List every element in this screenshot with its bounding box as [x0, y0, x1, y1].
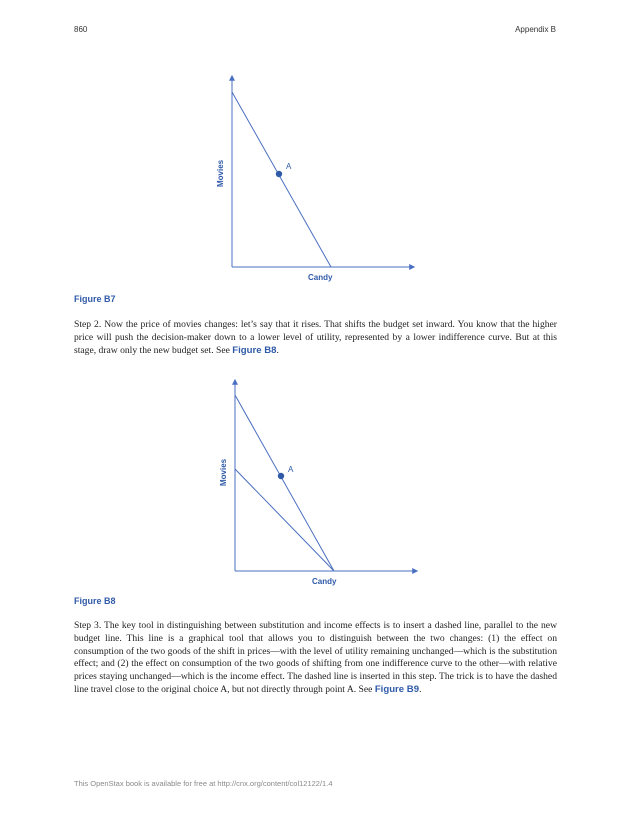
figure-b8-link[interactable]: Figure B8 — [232, 344, 277, 356]
b8-x-axis-label: Candy — [312, 577, 337, 586]
figure-b7-caption: Figure B7 — [74, 294, 116, 304]
b7-point-a-label: A — [286, 162, 292, 171]
b8-original-budget-line — [235, 395, 334, 571]
page-footer: This OpenStax book is available for free at http://cnx.org/content/col12122/1.4 — [74, 779, 333, 788]
b8-y-axis-label: Movies — [219, 458, 228, 486]
running-header: Appendix B — [515, 25, 556, 34]
page-number: 860 — [74, 25, 88, 34]
step-2-text: Step 2. Now the price of movies changes: let’s say that it rises. That shifts the budget set inward. You know that the higher price will push the decision-maker down to a lower level of utility, represented by a lower indifference curve. But at this stage, draw only the new budget set. See — [74, 319, 557, 356]
step-3-paragraph — [74, 620, 557, 697]
figure-b9-link[interactable]: Figure B9 — [374, 683, 420, 695]
b8-point-a-label: A — [288, 465, 294, 474]
b7-x-axis-label: Candy — [308, 273, 333, 282]
step-3-text: Step 3. The key tool in distinguishing between substitution and income effects is to insert a dashed line, parallel to the new budget line. This line is a graphical tool that allows you to distinguish between the two changes: (1) the effect on consumption of the two goods of the shift in prices—with the level of utility remaining unchanged—which is the substitution effect; and (2) the effect on consumption of the two goods of shifting from one indifference curve to the other—with relative prices staying unchanged—which is the income effect. The dashed line is inserted in this step. The trick is to have the dashed line travel close to the original choice A, but not directly through point A. See — [74, 620, 557, 695]
step-2-end: . — [276, 344, 279, 356]
figure-b8-caption: Figure B8 — [74, 596, 116, 606]
b7-y-axis-label: Movies — [216, 159, 225, 187]
b8-point-a — [278, 473, 284, 479]
b8-new-budget-line — [235, 469, 334, 571]
step-3-end: . — [419, 683, 422, 695]
